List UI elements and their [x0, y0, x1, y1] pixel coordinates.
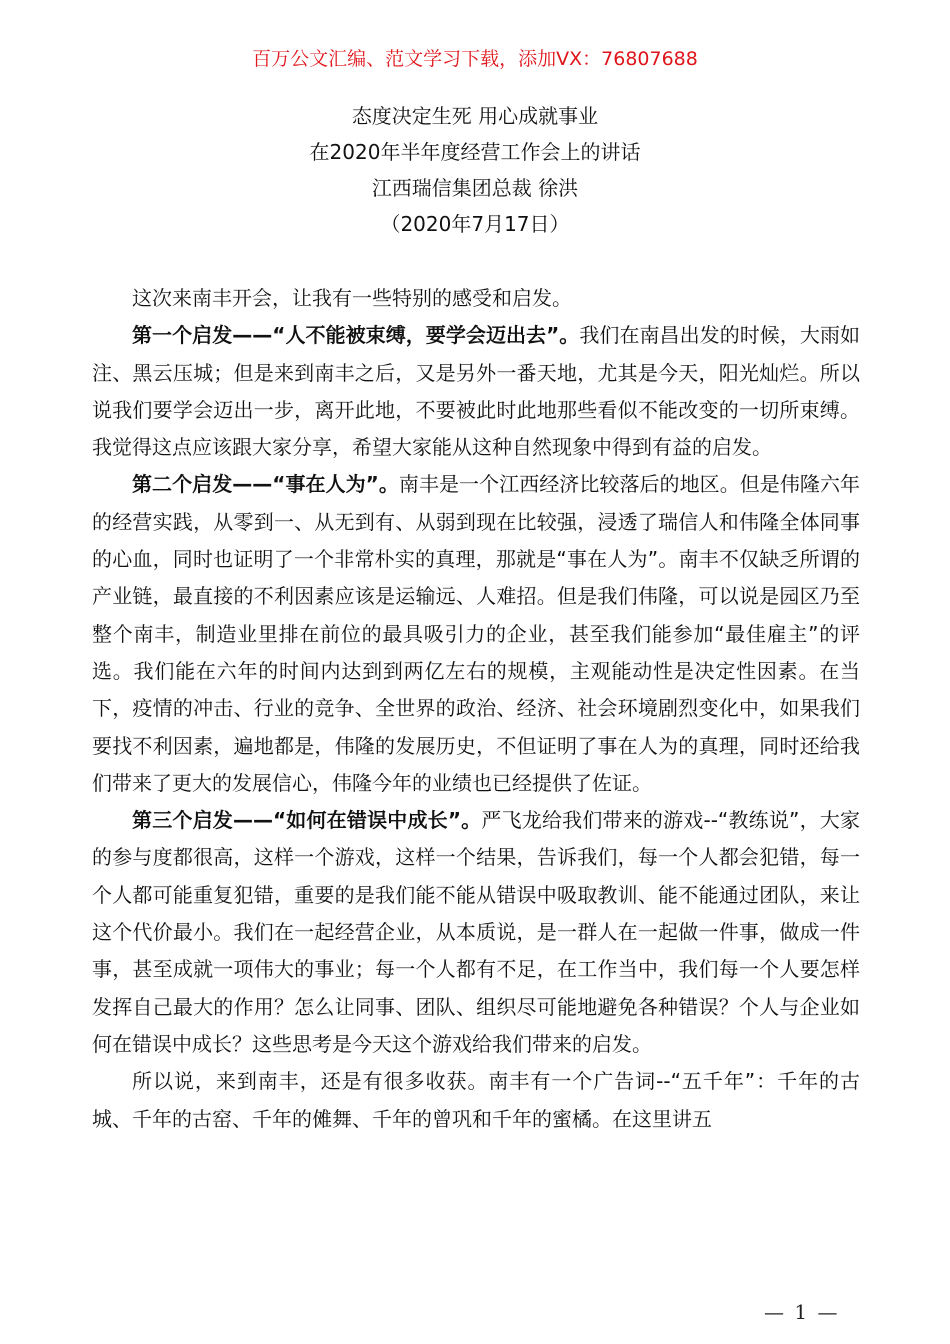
paragraph-heading: 第三个启发——“如何在错误中成长”。 — [132, 808, 482, 833]
document-title-block — [0, 98, 950, 242]
watermark-banner: 百万公文汇编、范文学习下载，添加VX：76807688 — [252, 48, 698, 70]
paragraph-intro — [92, 280, 860, 317]
paragraph-second-insight — [92, 466, 860, 802]
speech-title: 态度决定生死 用心成就事业 — [351, 104, 599, 128]
paragraph-text: 我们在南昌出发的时候，大雨如注、黑云压城；但是来到南丰之后，又是另外一番天地，尤其是今天，阳光灿烂。所以说我们要学会迈出一步，离开此地，不要被此时此地那些看似不能改变的一切所束缚。我觉得这点应该跟大家分享，希望大家能从这种自然现象中得到有益的启发。 — [92, 323, 860, 460]
page-number: — 1 — — [764, 1300, 840, 1324]
document-body — [92, 280, 860, 1138]
speaker-line: 江西瑞信集团总裁 徐洪 — [371, 176, 579, 200]
speech-date: （2020年7月17日） — [380, 212, 570, 236]
paragraph-third-insight — [92, 802, 860, 1063]
paragraph-conclusion — [92, 1063, 860, 1138]
paragraph-heading: 第二个启发——“事在人为”。 — [132, 472, 399, 497]
paragraph-text: 严飞龙给我们带来的游戏--“教练说”，大家的参与度都很高，这样一个游戏，这样一个结果，告诉我们，每一个人都会犯错，每一个人都可能重复犯错，重要的是我们能不能从错误中吸取教训、能不能通过团队，来让这个代价最小。我们在一起经营企业，从本质说，是一群人在一起做一件事，做成一件事，甚至成就一项伟大的事业；每一个人都有不足，在工作当中，我们每一个人要怎样发挥自己最大的作用？怎么让同事、团队、组织尽可能地避免各种错误？个人与企业如何在错误中成长？这些思考是今天这个游戏给我们带来的启发。 — [92, 808, 860, 1056]
paragraph-heading: 第一个启发——“人不能被束缚，要学会迈出去”。 — [132, 323, 580, 348]
paragraph-text: 所以说，来到南丰，还是有很多收获。南丰有一个广告词--“五千年”：千年的古城、千年的古窑、千年的傩舞、千年的曾巩和千年的蜜橘。在这里讲五 — [92, 1069, 860, 1131]
paragraph-text: 南丰是一个江西经济比较落后的地区。但是伟隆六年的经营实践，从零到一、从无到有、从弱到现在比较强，浸透了瑞信人和伟隆全体同事的心血，同时也证明了一个非常朴实的真理，那就是“事在人为”。南丰不仅缺乏所谓的产业链，最直接的不利因素应该是运输远、人难招。但是我们伟隆，可以说是园区乃至整个南丰，制造业里排在前位的最具吸引力的企业，甚至我们能参加“最佳雇主”的评选。我们能在六年的时间内达到到两亿左右的规模，主观能动性是决定性因素。在当下，疫情的冲击、行业的竞争、全世界的政治、经济、社会环境剧烈变化中，如果我们要找不利因素，遍地都是，伟隆的发展历史，不但证明了事在人为的真理，同时还给我们带来了更大的发展信心，伟隆今年的业绩也已经提供了佐证。 — [92, 472, 860, 795]
paragraph-first-insight — [92, 317, 860, 466]
paragraph-text: 这次来南丰开会，让我有一些特别的感受和启发。 — [132, 286, 572, 310]
speech-subtitle: 在2020年半年度经营工作会上的讲话 — [309, 140, 641, 164]
